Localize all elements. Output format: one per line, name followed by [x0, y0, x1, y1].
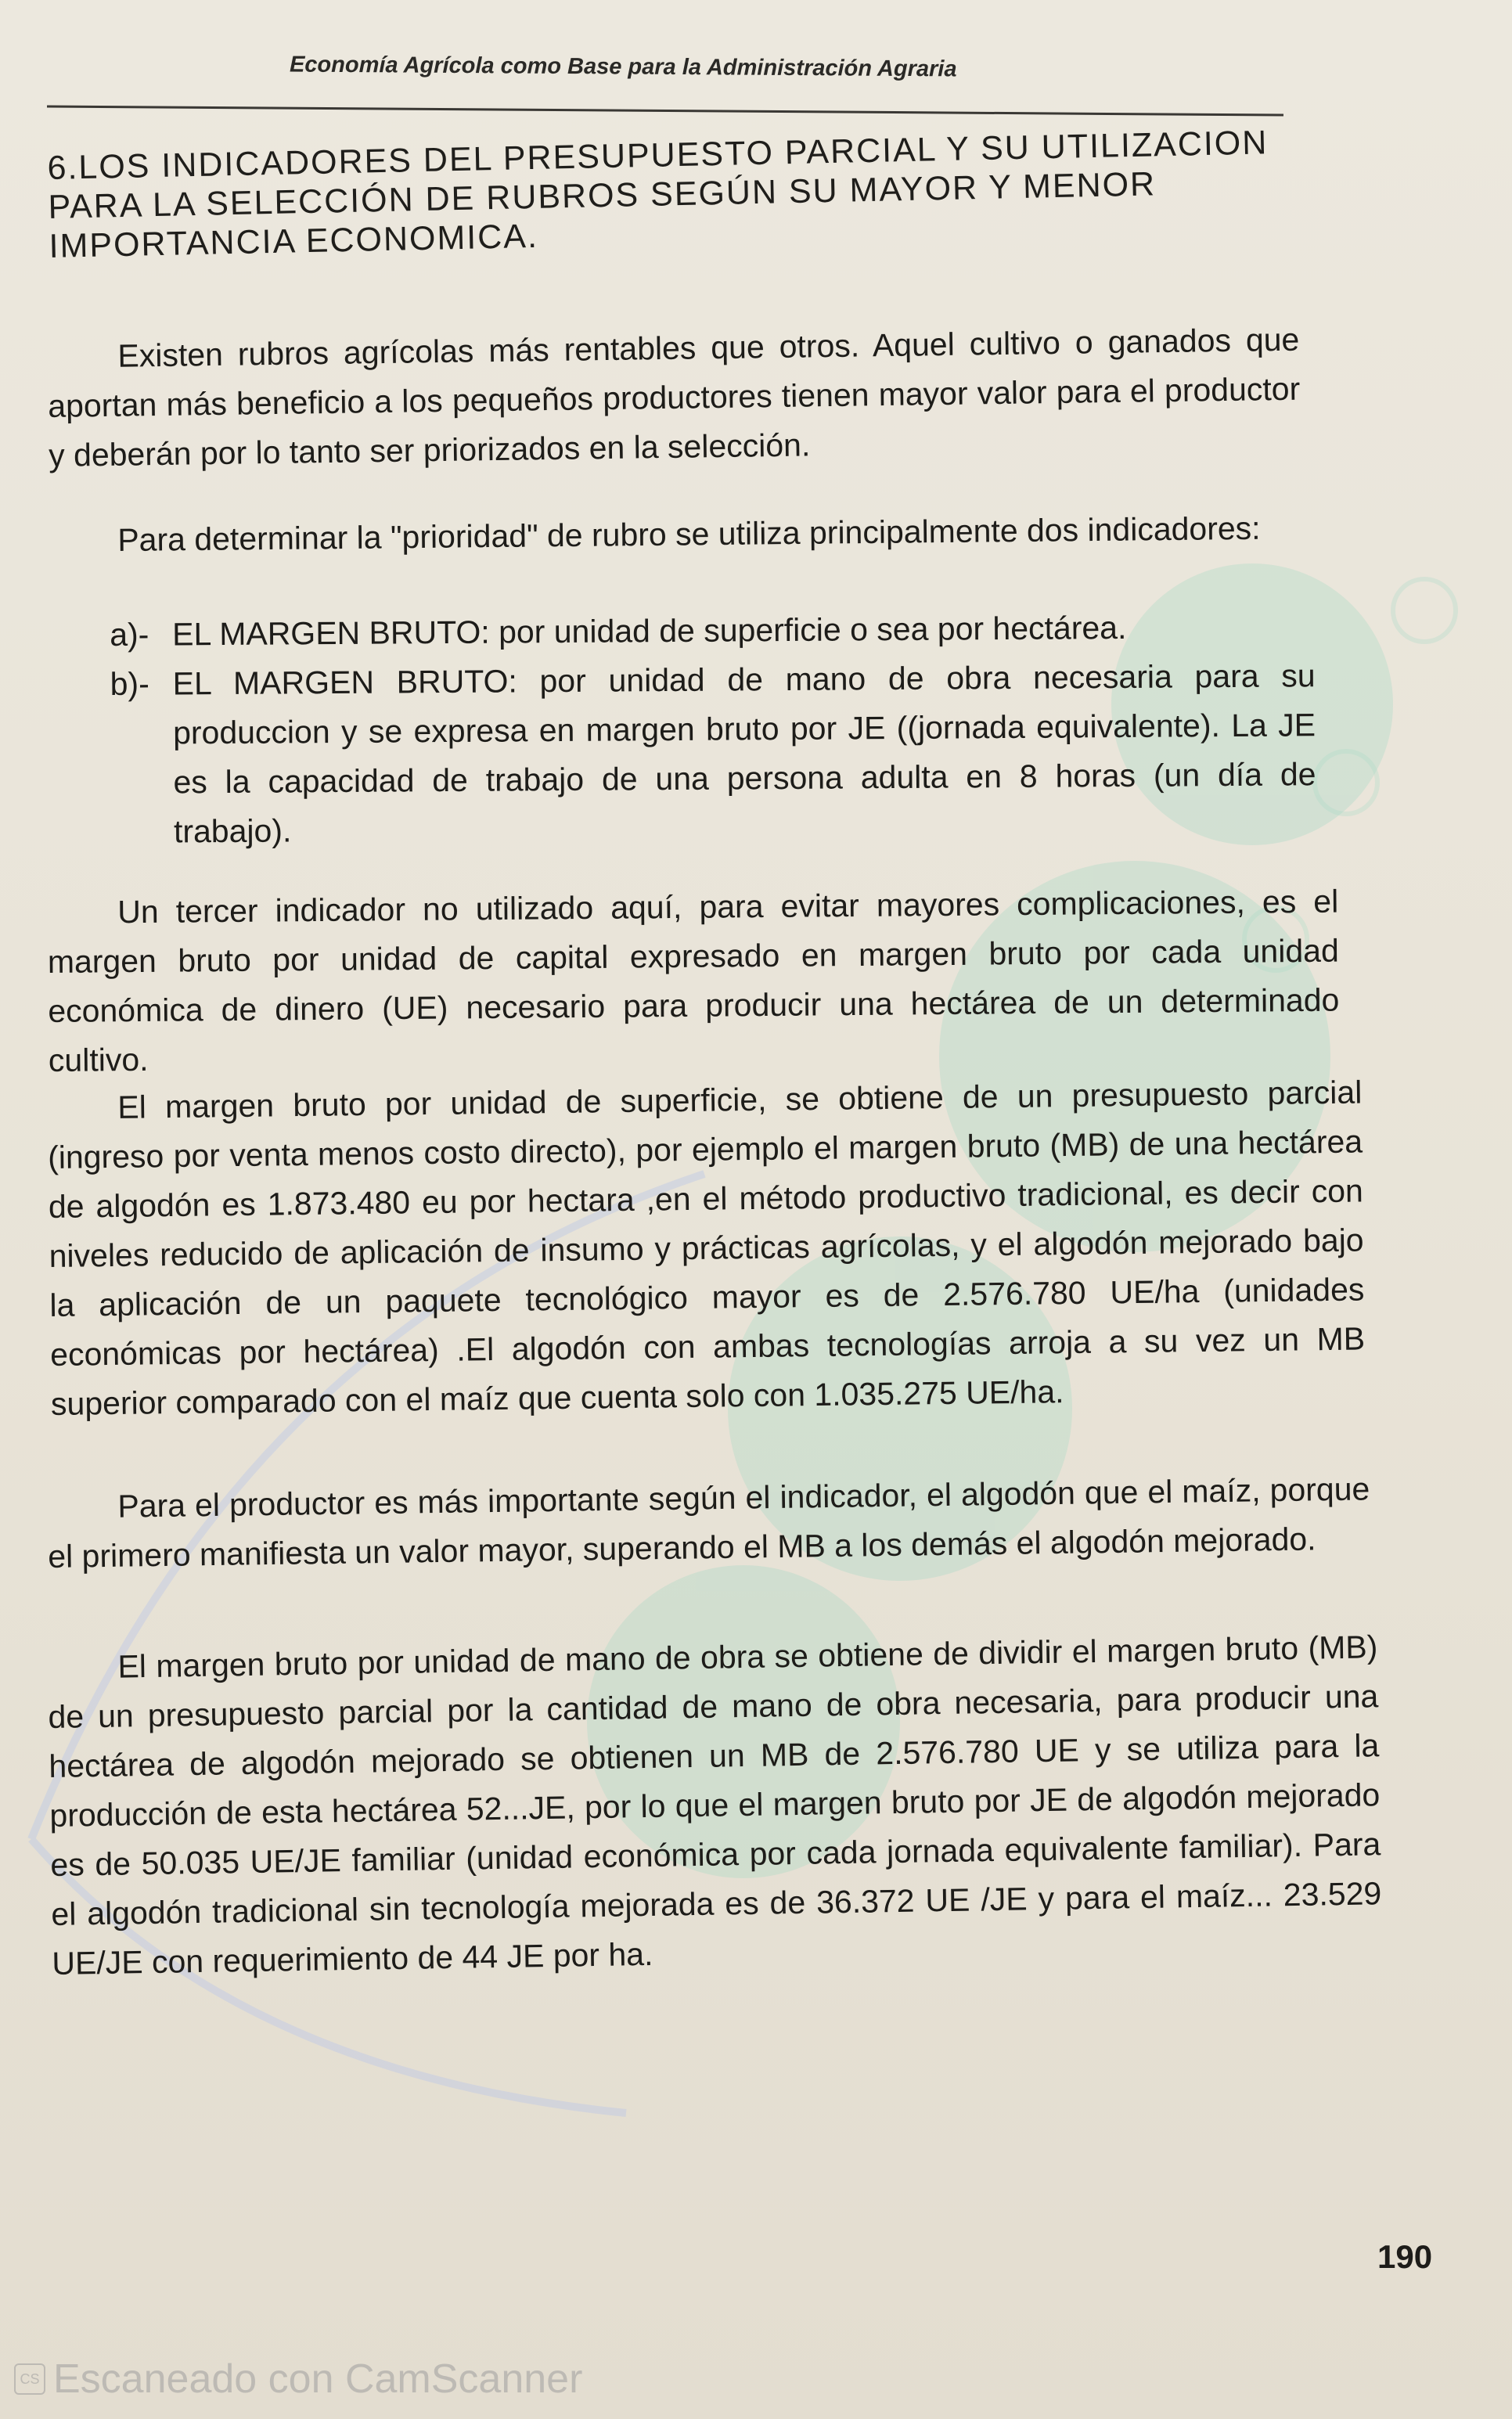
page-number: 190 [1377, 2238, 1433, 2275]
header-rule [47, 105, 1283, 116]
indicator-item-a [110, 602, 1315, 660]
indicator-text: EL MARGEN BRUTO: por unidad de mano de obra necesaria para su produccion y se expresa en margen bruto por JE ((jornada equivalente). La JE es la capacidad de trabajo de una persona adulta en 8 horas (un día de trabajo). [172, 657, 1316, 850]
indicator-text: EL MARGEN BRUTO: por unidad de superficie o sea por hectárea. [172, 609, 1127, 653]
scanner-watermark [14, 2356, 582, 2403]
paragraph-margin-per-labor: El margen bruto por unidad de mano de obra se obtiene de dividir el margen bruto (MB) de un presupuesto parcial por la cantidad de mano de obra necesaria, para producir una hectárea de algodón mejorado se obtienen un MB de 2.576.780 UE y se utiliza para la producción de esta hectárea 52...JE, por lo que el margen bruto por JE de algodón mejorado es de 50.035 UE/JE familiar (unidad económica por cada jornada equivalente familiar). Para el algodón tradicional sin tecnología mejorada es de 36.372 UE /JE y para el maíz... 23.529 UE/JE con requerimiento de 44 JE por ha. [48, 1629, 1382, 1982]
paragraph-producer-priority: Para el productor es más importante según el indicador, el algodón que el maíz, porque el primero manifiesta un valor mayor, superando el MB a los demás el algodón mejorado. [47, 1470, 1370, 1575]
paragraph-margin-per-area: El margen bruto por unidad de superficie, se obtiene de un presupuesto parcial (ingreso por venta menos costo directo), por ejemplo el margen bruto (MB) de una hectárea de algodón es 1.873.480 eu por hectara ,en el método productivo tradicional, es decir con niveles reducido de aplicación de insumo y prácticas agrícolas, y el algodón mejorado bajo la aplicación de un paquete tecnológico mayor es de 2.576.780 UE/ha (unidades económicas por hectárea) .El algodón con ambas tecnologías arroja a su vez un MB superior comparado con el maíz que cuenta solo con 1.035.275 UE/ha. [47, 1074, 1366, 1422]
section-heading: 6.LOS INDICADORES DEL PRESUPUESTO PARCIAL Y SU UTILIZACION PARA LA SELECCIÓN DE RUBROS SEGÚN SU MAYOR Y MENOR IMPORTANCIA ECONOMICA. [47, 124, 1269, 265]
scanner-footer-text: Escaneado con CamScanner [53, 2356, 583, 2402]
indicator-list [110, 602, 1316, 857]
camscanner-logo-icon: CS [14, 2363, 45, 2395]
indicator-item-b [110, 651, 1316, 857]
paragraph-third-indicator: Un tercer indicador no utilizado aquí, para evitar mayores complicaciones, es el margen bruto por unidad de capital expresado en margen bruto por cada unidad económica de dinero (UE) necesario para producir una hectárea de un determinado cultivo. [47, 883, 1340, 1078]
running-header: Economía Agrícola como Base para la Administración Agraria [289, 52, 957, 82]
paragraph-indicators-lead: Para determinar la "prioridad" de rubro se utiliza principalmente dos indicadores: [117, 509, 1261, 559]
paragraph-intro: Existen rubros agrícolas más rentables que otros. Aquel cultivo o ganados que aportan más beneficio a los pequeños productores tienen mayor valor para el productor y deberán por lo tanto ser priorizados en la selección. [47, 321, 1301, 473]
list-marker: b)- [110, 665, 149, 702]
list-marker: a)- [110, 616, 149, 653]
